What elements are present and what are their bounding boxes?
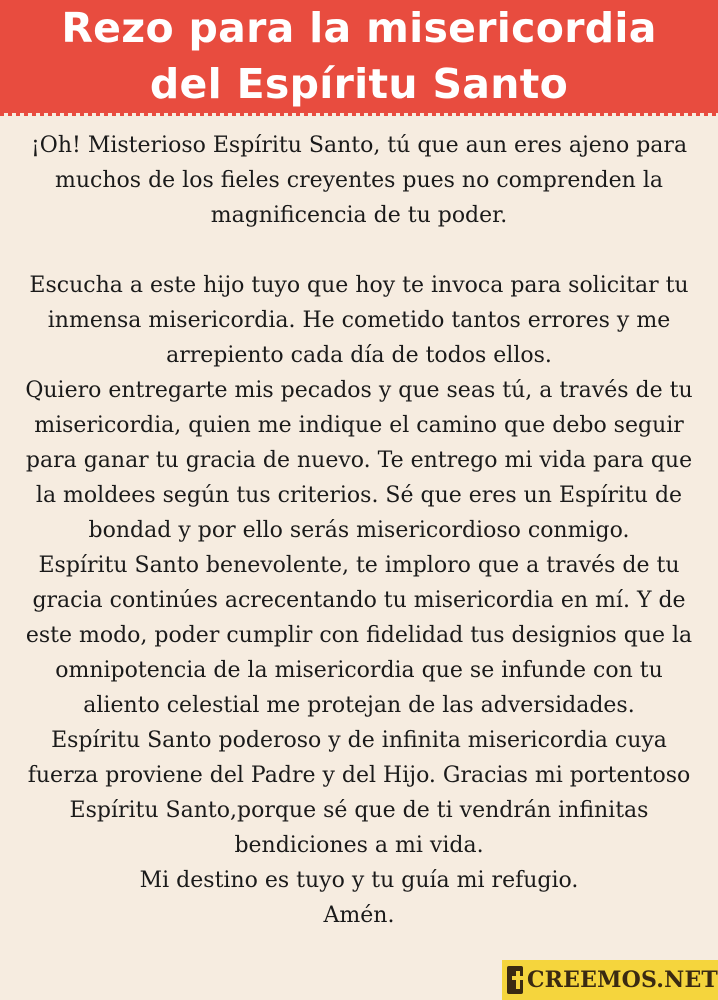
prayer-text [8, 128, 710, 933]
title-line-2: del Espíritu Santo [149, 60, 569, 108]
prayer-line: Quiero entregarte mis pecados y que seas tú, a través de tu [25, 378, 693, 403]
prayer-line: bendiciones a mi vida. [234, 833, 484, 858]
prayer-line: la moldees según tus criterios. Sé que eres un Espíritu de [35, 483, 683, 508]
prayer-paragraph-1 [8, 128, 710, 233]
prayer-line: bondad y por ello serás misericordioso conmigo. [88, 518, 630, 543]
header-banner [0, 0, 718, 113]
prayer-line: misericordia, quien me indique el camino que debo seguir [34, 413, 684, 438]
prayer-line: arrepiento cada día de todos ellos. [166, 343, 552, 368]
prayer-line: ¡Oh! Misterioso Espíritu Santo, tú que aun eres ajeno para [30, 133, 688, 158]
prayer-paragraph-2 [8, 268, 710, 933]
brand-watermark [502, 960, 718, 1000]
brand-name: CREEMOS.NET [526, 967, 718, 993]
prayer-line: Espíritu Santo,porque sé que de ti vendrán infinitas [69, 798, 649, 823]
prayer-line: Espíritu Santo poderoso y de infinita misericordia cuya [51, 728, 667, 753]
prayer-line: Amén. [323, 903, 395, 928]
prayer-line: Espíritu Santo benevolente, te imploro que a través de tu [38, 553, 680, 578]
title-line-1: Rezo para la misericordia [61, 4, 657, 52]
page-title [0, 0, 718, 112]
bible-cross-icon [507, 966, 523, 994]
prayer-line: inmensa misericordia. He cometido tantos errores y me [47, 308, 671, 333]
prayer-line: para ganar tu gracia de nuevo. Te entrego mi vida para que [25, 448, 693, 473]
prayer-line: gracia continúes acrecentando tu misericordia en mí. Y de [32, 588, 686, 613]
prayer-line: Escucha a este hijo tuyo que hoy te invoca para solicitar tu [29, 273, 689, 298]
prayer-line: Mi destino es tuyo y tu guía mi refugio. [139, 868, 579, 893]
prayer-line: este modo, poder cumplir con fidelidad tus designios que la [25, 623, 693, 648]
prayer-line: fuerza proviene del Padre y del Hijo. Gracias mi portentoso [27, 763, 691, 788]
prayer-line: muchos de los fieles creyentes pues no comprenden la [55, 168, 663, 193]
prayer-line: magnificencia de tu poder. [210, 203, 508, 228]
prayer-line: omnipotencia de la misericordia que se infunde con tu [55, 658, 663, 683]
prayer-line: aliento celestial me protejan de las adversidades. [83, 693, 635, 718]
